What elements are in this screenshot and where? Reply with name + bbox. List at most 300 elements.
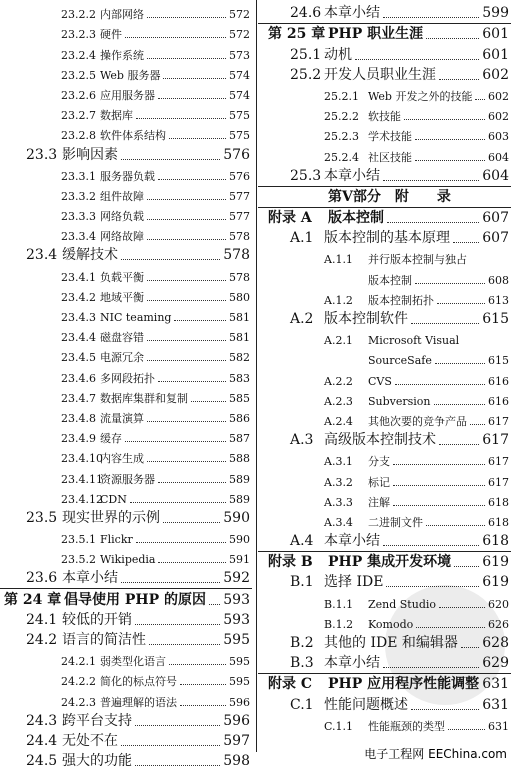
dot-leader: [383, 667, 479, 668]
toc-entry: [258, 633, 511, 653]
toc-entry-page: 574: [229, 88, 250, 102]
toc-entry-page: 589: [229, 472, 250, 486]
column-divider: [256, 0, 257, 752]
toc-entry: [0, 185, 252, 205]
toc-entry-page: 599: [482, 5, 509, 22]
toc-entry-number: 24.3: [26, 712, 58, 729]
toc-entry-page: 590: [223, 509, 250, 526]
toc-entry-number: 24.2.3: [61, 695, 96, 709]
toc-entry: [258, 248, 511, 268]
dot-leader: [448, 729, 485, 730]
toc-entry-title: 语言的简洁性: [62, 632, 146, 648]
toc-entry-title: 软件体系结构: [100, 129, 166, 143]
toc-entry: [0, 407, 252, 427]
toc-entry: [258, 531, 511, 552]
toc-entry-title: Subversion: [368, 394, 431, 408]
toc-entry-page: 577: [229, 189, 250, 203]
toc-entry-number: 23.4.1: [61, 270, 96, 284]
toc-entry-number: 23.4.8: [61, 411, 96, 425]
toc-entry-number: C.1: [290, 696, 314, 713]
toc-entry-title: 普遍理解的语法: [100, 695, 177, 709]
toc-entry-title: Web 服务器: [100, 68, 161, 82]
toc-entry-title: 磁盘容错: [100, 331, 144, 345]
toc-entry-number: A.2.3: [324, 394, 353, 408]
toc-entry-page: 613: [488, 293, 509, 307]
toc-entry: [0, 488, 252, 508]
toc-entry-page: 591: [229, 553, 250, 567]
toc-entry-title: 内部网络: [100, 8, 144, 22]
toc-entry-title: 服务器负载: [100, 169, 155, 183]
dot-leader: [136, 118, 226, 119]
toc-entry: [0, 165, 252, 185]
toc-entry-title: 弱类型化语言: [100, 655, 166, 669]
toc-entry-page: 604: [488, 150, 509, 164]
dot-leader: [158, 482, 226, 483]
toc-entry: [258, 228, 511, 248]
toc-entry-page: 601: [482, 26, 509, 43]
dot-leader: [135, 725, 220, 726]
toc-entry-number: 23.4.9: [61, 432, 96, 446]
toc-entry-title: 标记: [368, 475, 390, 489]
toc-entry: [258, 511, 511, 531]
toc-entry-title: CDN: [100, 492, 127, 506]
toc-entry-page: 617: [488, 455, 509, 469]
toc-entry-page: 628: [482, 635, 509, 651]
toc-entry-number: 23.5.1: [61, 533, 96, 547]
toc-entry: [258, 390, 511, 410]
toc-entry-page: 595: [229, 675, 250, 689]
toc-entry-title: 无处不在: [62, 732, 118, 749]
toc-entry-number: A.1.1: [324, 253, 353, 267]
toc-entry-title: 注解: [368, 495, 390, 509]
toc-entry-number: 25.1: [290, 46, 322, 63]
toc-entry: [258, 715, 511, 735]
toc-entry: [258, 125, 511, 145]
toc-entry-number: 23.3.4: [61, 230, 96, 244]
toc-entry-page: 576: [223, 146, 250, 163]
toc-entry-title: 选择 IDE: [324, 574, 384, 591]
toc-entry: [0, 3, 252, 23]
toc-entry: [258, 105, 511, 125]
part-heading: 第Ⅴ部分 附 录: [328, 188, 451, 205]
toc-entry-title: 数据库: [100, 109, 133, 123]
toc-entry-page: 575: [229, 129, 250, 143]
dot-leader: [147, 461, 226, 462]
toc-entry-page: 574: [229, 68, 250, 82]
toc-entry-page: 620: [488, 597, 509, 611]
toc-entry-page: 615: [482, 311, 509, 327]
dot-leader: [415, 283, 485, 284]
toc-entry-number: 23.2.8: [61, 129, 96, 143]
dot-leader: [411, 709, 479, 710]
toc-entry-number: B.1: [290, 574, 314, 591]
toc-entry: [258, 653, 511, 674]
toc-entry: [0, 751, 252, 771]
toc-entry-page: 618: [488, 495, 509, 509]
toc-entry: [0, 731, 252, 751]
toc-entry-page: 631: [488, 719, 509, 733]
dot-leader: [125, 441, 226, 442]
toc-entry-number: 24.2: [26, 632, 58, 648]
toc-entry-title: 应用服务器: [100, 88, 155, 102]
dot-leader: [393, 464, 485, 465]
toc-entry-page: 572: [229, 8, 250, 22]
toc-entry-title: PHP 集成开发环境: [328, 554, 452, 571]
toc-entry-number: A.2: [290, 311, 314, 327]
toc-entry-title: 动机: [324, 46, 352, 63]
toc-entry-number: 23.4.5: [61, 351, 96, 365]
toc-entry: [0, 387, 252, 407]
toc-entry: [258, 450, 511, 470]
toc-entry: [258, 208, 511, 228]
toc-entry-page: 590: [229, 533, 250, 547]
dot-leader: [393, 505, 485, 506]
toc-entry-number: 附录 C: [268, 676, 313, 693]
toc-entry-number: A.1: [290, 230, 314, 247]
toc-entry: [0, 528, 252, 548]
toc-entry-title: 软技能: [368, 110, 401, 124]
toc-entry-page: 578: [223, 247, 250, 264]
toc-entry: [0, 205, 252, 225]
toc-entry: [0, 508, 252, 528]
toc-entry: [258, 613, 511, 633]
toc-entry-page: 586: [229, 411, 250, 425]
toc-entry: [258, 430, 511, 450]
dot-leader: [415, 139, 485, 140]
dot-leader: [158, 562, 226, 563]
dot-leader: [130, 502, 226, 503]
dot-leader: [125, 37, 226, 38]
toc-entry-title: 分支: [368, 455, 390, 469]
toc-entry-page: 575: [229, 109, 250, 123]
dot-leader: [415, 160, 485, 161]
toc-entry-page: 572: [229, 28, 250, 42]
toc-entry-title: 地域平衡: [100, 290, 144, 304]
toc-entry-title: 强大的功能: [62, 753, 132, 770]
toc-entry-title: 开发人员职业生涯: [324, 66, 436, 83]
toc-entry-title: 数据库集群和复制: [100, 391, 188, 405]
dot-leader: [383, 545, 479, 546]
toc-entry-title: 现实世界的示例: [62, 509, 160, 526]
toc-entry-title: 跨平台支持: [62, 712, 132, 729]
toc-entry: [258, 329, 511, 349]
toc-entry-number: 24.1: [26, 611, 58, 628]
toc-entry: [0, 670, 252, 690]
toc-entry-title: SourceSafe: [368, 354, 432, 368]
toc-entry-page: 616: [488, 394, 509, 408]
toc-entry: [258, 369, 511, 389]
toc-entry: [0, 711, 252, 731]
toc-entry: [258, 24, 511, 44]
toc-entry-page: 617: [482, 432, 509, 449]
page-footer: 电子工程网 EEChina.com: [364, 747, 507, 761]
toc-entry: [258, 187, 511, 208]
toc-entry: [0, 427, 252, 447]
toc-entry-title: 性能瓶颈的类型: [368, 719, 445, 733]
dot-leader: [475, 99, 485, 100]
toc-entry-page: 618: [488, 515, 509, 529]
dot-leader: [180, 684, 226, 685]
toc-entry-number: 23.2.2: [61, 8, 96, 22]
toc-entry: [0, 589, 252, 609]
toc-entry-page: 629: [482, 655, 509, 672]
toc-entry-number: 23.2.5: [61, 68, 96, 82]
toc-entry-number: 第 24 章: [4, 591, 62, 608]
toc-entry-number: 23.3.1: [61, 169, 96, 183]
toc-entry: [258, 552, 511, 572]
toc-entry-number: 23.4.10: [61, 452, 103, 466]
toc-entry-number: 25.2.1: [324, 89, 359, 103]
toc-entry: [0, 366, 252, 386]
toc-entry-title: 多网段拓扑: [100, 371, 155, 385]
toc-entry-page: 580: [229, 290, 250, 304]
toc-entry-title: 其他次要的竞争产品: [368, 414, 467, 428]
toc-entry-number: A.3.2: [324, 475, 353, 489]
toc-entry: [0, 548, 252, 568]
toc-entry-title: 学术技能: [368, 130, 412, 144]
toc-entry-number: 23.4.7: [61, 391, 96, 405]
dot-leader: [355, 59, 479, 60]
toc-entry-number: 23.5.2: [61, 553, 96, 567]
toc-entry: [258, 3, 511, 24]
dot-leader: [435, 363, 485, 364]
toc-entry-page: 617: [488, 414, 509, 428]
toc-entry-number: A.3: [290, 432, 314, 449]
toc-entry-title: 本章小结: [324, 5, 380, 22]
toc-entry-page: 631: [482, 696, 509, 713]
toc-entry: [0, 467, 252, 487]
toc-entry-page: 596: [229, 695, 250, 709]
dot-leader: [439, 607, 485, 608]
dot-leader: [158, 98, 226, 99]
toc-entry-title: Komodo: [368, 617, 414, 631]
toc-entry-title: 组件故障: [100, 189, 144, 203]
dot-leader: [169, 138, 226, 139]
toc-entry: [0, 225, 252, 245]
toc-entry-number: 25.2.3: [324, 130, 359, 144]
toc-entry-page: 602: [482, 66, 509, 83]
toc-entry-title: 流量演算: [100, 411, 144, 425]
toc-entry-title: 性能问题概述: [324, 696, 408, 713]
toc-entry-title: PHP 职业生涯: [328, 26, 424, 43]
dot-leader: [453, 242, 479, 243]
toc-entry-title: NIC teaming: [100, 311, 172, 324]
toc-entry-title: 网络负载: [100, 210, 144, 224]
toc-entry: [258, 65, 511, 85]
toc-entry: [0, 306, 252, 326]
toc-entry-number: 23.4.6: [61, 371, 96, 385]
dot-leader: [439, 79, 479, 80]
toc-entry-title: 资源服务器: [100, 472, 155, 486]
toc-entry-number: 24.5: [26, 753, 58, 770]
dot-leader: [121, 582, 220, 583]
dot-leader: [383, 180, 479, 181]
toc-entry-title: 本章小结: [62, 570, 118, 587]
toc-entry-page: 596: [223, 712, 250, 729]
dot-leader: [147, 340, 226, 341]
toc-entry-number: A.3.3: [324, 495, 353, 509]
dot-leader: [209, 604, 220, 605]
toc-entry-page: 597: [223, 732, 250, 749]
dot-leader: [434, 404, 485, 405]
toc-entry-number: 23.2.6: [61, 88, 96, 102]
dot-leader: [158, 179, 226, 180]
toc-entry-title: Zend Studio: [368, 597, 436, 611]
toc-entry-page: 578: [229, 270, 250, 284]
toc-entry-number: 附录 B: [268, 554, 313, 571]
toc-entry-title: 负载平衡: [100, 270, 144, 284]
toc-entry-page: 598: [223, 753, 250, 770]
toc-entry-page: 589: [229, 492, 250, 506]
toc-entry-title: Microsoft Visual: [368, 334, 460, 348]
toc-entry-number: 23.4.2: [61, 290, 96, 304]
toc-entry-page: 587: [229, 432, 250, 446]
toc-entry-number: 23.5: [26, 509, 58, 526]
toc-entry-title: 版本控制软件: [324, 311, 408, 327]
toc-entry: [258, 166, 511, 187]
toc-entry-number: C.1.1: [324, 719, 354, 733]
dot-leader: [163, 78, 226, 79]
dot-leader: [439, 444, 479, 445]
toc-entry: [0, 610, 252, 630]
toc-entry-title: 影响因素: [62, 146, 118, 163]
toc-entry-page: 581: [229, 311, 250, 324]
toc-entry-page: 603: [488, 130, 509, 144]
toc-entry: [258, 309, 511, 329]
toc-entry-number: A.3.1: [324, 455, 353, 469]
dot-leader: [395, 384, 485, 385]
toc-entry-number: 25.2.2: [324, 110, 359, 124]
toc-entry-page: 616: [488, 374, 509, 388]
toc-entry: [258, 85, 511, 105]
toc-entry: [0, 43, 252, 63]
toc-entry: [0, 630, 252, 650]
dot-leader: [147, 360, 226, 361]
toc-entry: [0, 245, 252, 265]
toc-entry-page: 593: [223, 611, 250, 628]
toc-entry-title: Web 开发之外的技能: [368, 89, 473, 103]
toc-entry: [0, 447, 252, 467]
dot-leader: [135, 624, 220, 625]
toc-entry-title: CVS: [368, 374, 392, 388]
dot-leader: [147, 280, 226, 281]
toc-entry-page: 626: [488, 617, 509, 631]
dot-leader: [383, 17, 479, 18]
toc-entry-page: 582: [229, 351, 250, 365]
dot-leader: [147, 421, 226, 422]
toc-entry: [0, 124, 252, 144]
toc-entry-number: 23.4.3: [61, 311, 96, 324]
dot-leader: [147, 199, 226, 200]
toc-entry-title: 版本控制: [328, 210, 384, 227]
dot-leader: [121, 159, 220, 160]
toc-entry-page: 631: [482, 676, 509, 693]
toc-entry-number: B.3: [290, 655, 314, 672]
toc-entry-title: 并行版本控制与独占: [368, 253, 467, 267]
toc-entry-page: 581: [229, 331, 250, 345]
toc-entry: [0, 326, 252, 346]
toc-entry-number: 24.2.1: [61, 655, 96, 669]
dot-leader: [174, 320, 226, 321]
toc-entry-number: 23.2.7: [61, 109, 96, 123]
toc-entry-number: 23.4.12: [61, 492, 103, 506]
toc-entry-title: 较低的开销: [62, 611, 132, 628]
toc-entry-number: 25.2: [290, 66, 322, 83]
toc-entry-number: 23.4: [26, 247, 58, 264]
toc-entry-page: 578: [229, 230, 250, 244]
toc-entry-page: 593: [223, 591, 250, 608]
toc-entry-page: 602: [488, 89, 509, 103]
toc-entry-page: 619: [482, 554, 509, 571]
toc-right-column: [258, 3, 511, 735]
dot-leader: [147, 219, 226, 220]
toc-entry-title: 社区技能: [368, 150, 412, 164]
toc-entry-page: 604: [482, 167, 509, 184]
toc-entry: [0, 144, 252, 164]
toc-entry-title: 本章小结: [324, 167, 380, 184]
dot-leader: [121, 745, 220, 746]
dot-leader: [147, 300, 226, 301]
dot-leader: [135, 765, 220, 766]
toc-entry: [0, 568, 252, 589]
dot-leader: [461, 647, 479, 648]
toc-entry-number: 23.6: [26, 570, 58, 587]
toc-entry: [0, 64, 252, 84]
dot-leader: [149, 644, 220, 645]
toc-entry-number: A.2.1: [324, 334, 353, 348]
toc-entry-page: 617: [488, 475, 509, 489]
toc-entry-page: 573: [229, 48, 250, 62]
toc-entry-number: B.1.1: [324, 597, 354, 611]
dot-leader: [454, 566, 479, 567]
toc-entry-number: 24.6: [290, 5, 322, 22]
toc-entry-number: 附录 A: [268, 210, 312, 227]
toc-entry-number: 23.4.11: [61, 472, 103, 486]
dot-leader: [386, 586, 479, 587]
dot-leader: [426, 525, 485, 526]
dot-leader: [416, 627, 485, 628]
toc-entry-title: 本章小结: [324, 533, 380, 550]
toc-entry-number: 23.3.2: [61, 189, 96, 203]
toc-entry-title: 其他的 IDE 和编辑器: [324, 635, 458, 651]
toc-entry: [258, 410, 511, 430]
dot-leader: [191, 401, 226, 402]
dot-leader: [387, 222, 479, 223]
toc-entry-number: 23.3: [26, 146, 58, 163]
toc-left-column: [0, 3, 252, 771]
toc-entry-page: 619: [482, 574, 509, 591]
toc-entry-page: 602: [488, 110, 509, 124]
toc-entry-number: A.1.2: [324, 293, 353, 307]
toc-entry: [0, 286, 252, 306]
toc-entry-number: A.2.2: [324, 374, 353, 388]
toc-entry: [0, 346, 252, 366]
dot-leader: [393, 485, 485, 486]
dot-leader: [147, 17, 226, 18]
toc-entry-page: 595: [223, 632, 250, 648]
dot-leader: [180, 705, 226, 706]
dot-leader: [411, 323, 479, 324]
toc-entry: [258, 44, 511, 64]
dot-leader: [147, 58, 226, 59]
toc-entry: [258, 572, 511, 592]
toc-entry-page: 601: [482, 46, 509, 63]
toc-entry-page: 583: [229, 371, 250, 385]
toc-entry: [0, 23, 252, 43]
toc-entry-title: 缓存: [100, 432, 122, 446]
toc-entry: [258, 592, 511, 612]
toc-entry-title: 倡导使用 PHP 的原因: [64, 591, 207, 608]
